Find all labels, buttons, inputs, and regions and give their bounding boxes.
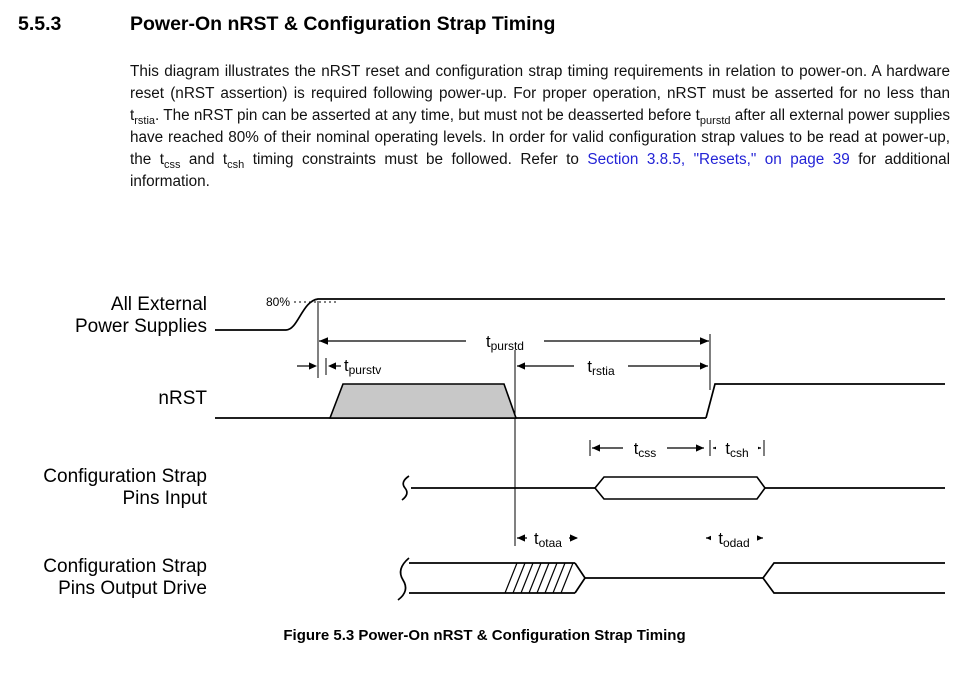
dimension-trstia [517,356,708,378]
timing-symbol-rstia: $t_{rstia}$ [130,107,156,128]
strap-output-hatch [505,563,573,593]
section-number: 5.5.3 [18,13,62,35]
power-supply-waveform [215,299,945,330]
strap-output-tristate-converge [575,563,585,593]
section-title: Power-On nRST & Configuration Strap Timing [130,13,556,35]
paragraph-text-1: This diagram illustrates the nRST reset and configuration strap timing requirements in relation to power-on. A hardware reset (nRST assertion) is required following power-up. For proper operation, nRST must be asserted for no less than [130,63,950,102]
figure-caption: Figure 5.3 Power-On nRST & Configuration Strap Timing [283,627,686,644]
paragraph-text-6: for additional information. [130,151,950,190]
strap-input-label-line1: Configuration Strap [43,466,207,487]
dimension-tpurstv [297,357,381,377]
totaa-label: totaa [534,530,562,550]
paragraph-text-2: . The nRST pin can be asserted at any time, but must not be deasserted before [155,107,696,124]
dimension-totaa-todad [517,528,763,550]
nrst-label: nRST [158,388,207,409]
paragraph-text-5: timing constraints must be followed. Refer to [244,151,588,168]
strap-input-label-line2: Pins Input [122,488,207,509]
strap-output-signal [43,556,945,600]
paragraph-text-4: and [180,151,223,168]
strap-input-break-mark [402,476,409,500]
paragraph-text-3: after all external power supplies have reached 80% of their nominal operating levels. In order for valid configuration strap values to be read at power-up, the [130,107,950,168]
strap-output-resume-rails [763,563,945,593]
tpurstv-arrowhead-left [328,362,336,369]
timing-symbol-csh: $t_{csh}$ [222,151,245,172]
strap-output-break-mark [398,558,409,600]
strap-input-signal [43,466,945,509]
strap-output-label-line1: Configuration Strap [43,556,207,577]
dimension-tcss-tcsh [590,438,764,460]
power-80pct-label: 80% [265,295,290,309]
strap-output-label-line2: Pins Output Drive [58,578,207,599]
power-supply-signal [75,294,945,337]
trstia-label: trstia [587,358,615,378]
timing-symbol-purstd: $t_{purstd}$ [695,107,731,128]
tcsh-label: tcsh [725,440,749,460]
nrst-assertion-region [330,384,516,418]
nrst-release-edge [706,384,945,418]
body-paragraph [130,61,950,193]
resets-section-link[interactable]: Section 3.8.5, "Resets," on page 39 [587,151,850,168]
nrst-signal [158,384,945,418]
tpurstv-label: tpurstv [344,357,382,377]
tpurstd-label: tpurstd [486,333,524,353]
timing-symbol-css: $t_{css}$ [159,151,181,172]
power-supply-label-line2: Power Supplies [74,316,207,337]
timing-diagram [0,278,969,623]
tpurstv-arrowhead-right [309,362,317,369]
strap-input-valid-bubble [595,477,765,499]
section-heading [18,13,555,36]
todad-label: todad [718,530,750,550]
power-supply-label-line1: All External [110,294,207,315]
dimension-tpurstd [319,331,709,353]
tcss-label: tcss [633,440,657,460]
